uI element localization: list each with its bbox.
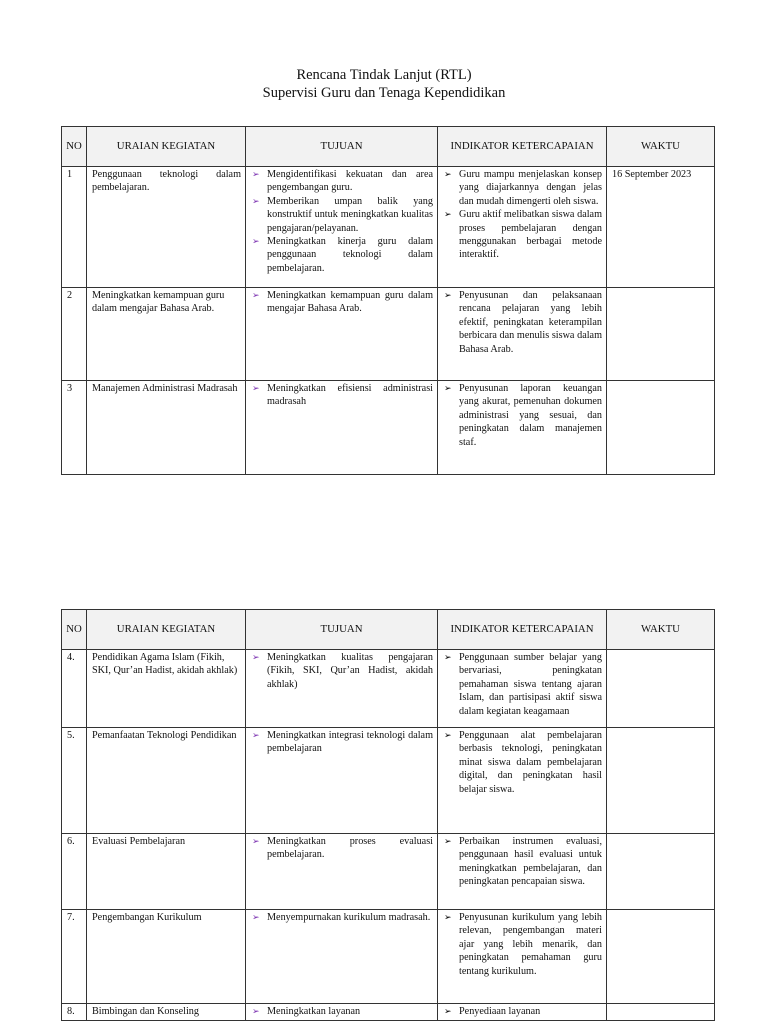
- list-item: ➢ Meningkatkan layanan: [251, 1005, 433, 1018]
- col-header-waktu: WAKTU: [607, 610, 715, 650]
- list-item: ➢ Penyusunan kurikulum yang lebih relevan, pengembangan materi ajar yang lebih menarik, dan peningkatan pemahaman guru tentang kurikulum.: [443, 911, 602, 978]
- document-title-block: [0, 66, 768, 102]
- list-item: ➢ Penggunaan alat pembelajaran berbasis teknologi, peningkatan minat siswa dalam pembelajaran digital, dan peningkatan hasil belajar siswa.: [443, 729, 602, 796]
- row-indikator: [438, 834, 607, 910]
- row-uraian: Bimbingan dan Konseling: [87, 1004, 246, 1021]
- row-indikator: [438, 288, 607, 381]
- row-tujuan: [246, 1004, 438, 1021]
- arrow-bullet-icon: [252, 235, 264, 248]
- list-item: ➢ Mengidentifikasi kekuatan dan area pengembangan guru.: [251, 168, 433, 195]
- row-no: 1: [62, 167, 87, 288]
- arrow-bullet-icon: [252, 168, 264, 181]
- col-header-uraian: URAIAN KEGIATAN: [87, 127, 246, 167]
- row-waktu: [607, 728, 715, 834]
- row-no: 2: [62, 288, 87, 381]
- row-tujuan: [246, 728, 438, 834]
- list-item: ➢ Memberikan umpan balik yang konstruktif untuk meningkatkan kualitas pengajaran/pelayanan.: [251, 195, 433, 235]
- row-uraian: Meningkatkan kemampuan guru dalam mengajar Bahasa Arab.: [87, 288, 246, 381]
- list-item: ➢ Meningkatkan kemampuan guru dalam mengajar Bahasa Arab.: [251, 289, 433, 316]
- list-item: ➢ Penggunaan sumber belajar yang bervariasi, peningkatan pemahaman siswa tentang ajaran Islam, dan partisipasi aktif siswa dalam kegiatan keagamaan: [443, 651, 602, 718]
- row-indikator: [438, 381, 607, 475]
- row-indikator: [438, 910, 607, 1004]
- row-indikator: [438, 167, 607, 288]
- chevron-arrow-icon: [444, 168, 456, 181]
- table-header-row: [62, 610, 715, 650]
- row-no: 4.: [62, 650, 87, 728]
- table-row: [62, 650, 715, 728]
- row-waktu: [607, 381, 715, 475]
- chevron-arrow-icon: [444, 911, 456, 924]
- list-item: ➢ Meningkatkan integrasi teknologi dalam pembelajaran: [251, 729, 433, 756]
- arrow-bullet-icon: [252, 289, 264, 302]
- page-subtitle: Supervisi Guru dan Tenaga Kependidikan: [262, 85, 506, 101]
- list-item: ➢ Guru aktif melibatkan siswa dalam proses pembelajaran dengan menggunakan berbagai metode interaktif.: [443, 208, 602, 262]
- row-no: 8.: [62, 1004, 87, 1021]
- row-uraian: Pemanfaatan Teknologi Pendidikan: [87, 728, 246, 834]
- table-row: [62, 728, 715, 834]
- row-tujuan: [246, 381, 438, 475]
- row-uraian: Pengembangan Kurikulum: [87, 910, 246, 1004]
- row-uraian: Penggunaan teknologi dalam pembelajaran.: [87, 167, 246, 288]
- chevron-arrow-icon: [444, 382, 456, 395]
- row-no: 5.: [62, 728, 87, 834]
- row-waktu: [607, 910, 715, 1004]
- list-item: ➢ Perbaikan instrumen evaluasi, penggunaan hasil evaluasi untuk meningkatkan pembelajaran, dan peningkatan pencapaian siswa.: [443, 835, 602, 889]
- table-header-row: [62, 127, 715, 167]
- col-header-tujuan: TUJUAN: [246, 127, 438, 167]
- col-header-tujuan: TUJUAN: [246, 610, 438, 650]
- arrow-bullet-icon: [252, 651, 264, 664]
- table-row: [62, 288, 715, 381]
- chevron-arrow-icon: [444, 208, 456, 221]
- list-item: ➢ Penyusunan dan pelaksanaan rencana pelajaran yang lebih efektif, peningkatan keterampilan berbicara dan menulis siswa dalam Bahasa Arab.: [443, 289, 602, 356]
- row-uraian: Pendidikan Agama Islam (Fikih, SKI, Qur’an Hadist, akidah akhlak): [87, 650, 246, 728]
- col-header-uraian: URAIAN KEGIATAN: [87, 610, 246, 650]
- rtl-table-1: [61, 126, 715, 475]
- list-item: ➢ Meningkatkan efisiensi administrasi madrasah: [251, 382, 433, 409]
- col-header-waktu: WAKTU: [607, 127, 715, 167]
- table-row: [62, 910, 715, 1004]
- chevron-arrow-icon: [444, 729, 456, 742]
- list-item: ➢ Penyusunan laporan keuangan yang akurat, pemenuhan dokumen administrasi yang sesuai, dan peningkatan dalam manajemen staf.: [443, 382, 602, 449]
- list-item: ➢ Meningkatkan kualitas pengajaran (Fikih, SKI, Qur’an Hadist, akidah akhlak): [251, 651, 433, 691]
- table-row: [62, 834, 715, 910]
- chevron-arrow-icon: [444, 651, 456, 664]
- table-row: [62, 1004, 715, 1021]
- arrow-bullet-icon: [252, 1005, 264, 1018]
- col-header-no: NO: [62, 610, 87, 650]
- row-indikator: [438, 1004, 607, 1021]
- row-no: 7.: [62, 910, 87, 1004]
- table-row: [62, 167, 715, 288]
- arrow-bullet-icon: [252, 911, 264, 924]
- rtl-table-2: [61, 609, 715, 1021]
- row-tujuan: [246, 650, 438, 728]
- chevron-arrow-icon: [444, 289, 456, 302]
- arrow-bullet-icon: [252, 195, 264, 208]
- row-waktu: [607, 1004, 715, 1021]
- row-no: 3: [62, 381, 87, 475]
- col-header-no: NO: [62, 127, 87, 167]
- row-waktu: [607, 650, 715, 728]
- row-tujuan: [246, 910, 438, 1004]
- col-header-indikator: INDIKATOR KETERCAPAIAN: [438, 610, 607, 650]
- chevron-arrow-icon: [444, 835, 456, 848]
- list-item: ➢ Meningkatkan proses evaluasi pembelajaran.: [251, 835, 433, 862]
- list-item: ➢ Menyempurnakan kurikulum madrasah.: [251, 911, 433, 924]
- row-waktu: [607, 834, 715, 910]
- table-row: [62, 381, 715, 475]
- col-header-indikator: INDIKATOR KETERCAPAIAN: [438, 127, 607, 167]
- list-item: ➢ Guru mampu menjelaskan konsep yang diajarkannya dengan jelas dan mudah dimengerti oleh siswa.: [443, 168, 602, 208]
- arrow-bullet-icon: [252, 835, 264, 848]
- row-indikator: [438, 728, 607, 834]
- row-uraian: Evaluasi Pembelajaran: [87, 834, 246, 910]
- chevron-arrow-icon: [444, 1005, 456, 1018]
- arrow-bullet-icon: [252, 729, 264, 742]
- row-tujuan: [246, 167, 438, 288]
- row-tujuan: [246, 834, 438, 910]
- arrow-bullet-icon: [252, 382, 264, 395]
- row-waktu: 16 September 2023: [607, 167, 715, 288]
- row-uraian: Manajemen Administrasi Madrasah: [87, 381, 246, 475]
- list-item: ➢ Penyediaan layanan: [443, 1005, 602, 1018]
- row-tujuan: [246, 288, 438, 381]
- row-no: 6.: [62, 834, 87, 910]
- list-item: ➢ Meningkatkan kinerja guru dalam penggunaan teknologi dalam pembelajaran.: [251, 235, 433, 275]
- page-title: Rencana Tindak Lanjut (RTL): [296, 67, 472, 83]
- row-indikator: [438, 650, 607, 728]
- row-waktu: [607, 288, 715, 381]
